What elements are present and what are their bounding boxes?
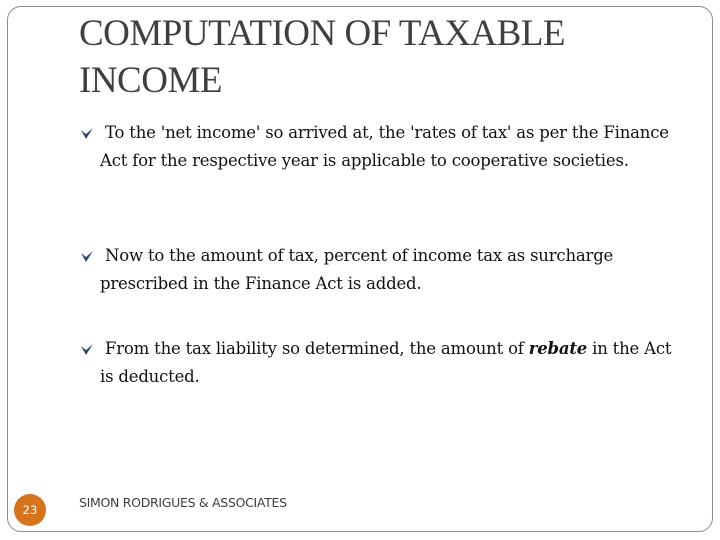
bullet-text: Now to the amount of tax, percent of income tax as surcharge prescribed in the Finance Act is added. — [100, 246, 614, 293]
bullet-item — [79, 335, 679, 391]
bullet-text-before: From the tax liability so determined, the amount of — [105, 339, 529, 358]
bullet-item — [79, 119, 679, 175]
bullet-item — [79, 242, 679, 298]
emphasis-rebate: rebate — [528, 339, 588, 358]
bullet-text-after: in the Act is deducted. — [100, 339, 672, 386]
slide-title: COMPUTATION OF TAXABLE INCOME — [79, 13, 566, 101]
bullet-text — [79, 335, 679, 391]
bullet-text: To the 'net income' so arrived at, the 'rates of tax' as per the Finance Act for the respective year is applicable to cooperative societies. — [100, 123, 669, 170]
checkmark-bullet-icon — [79, 335, 95, 365]
checkmark-bullet-icon — [79, 119, 95, 149]
footer-text: SIMON RODRIGUES & ASSOCIATES — [79, 495, 287, 510]
checkmark-bullet-icon — [79, 242, 95, 272]
page-number-badge: 23 — [14, 494, 46, 526]
